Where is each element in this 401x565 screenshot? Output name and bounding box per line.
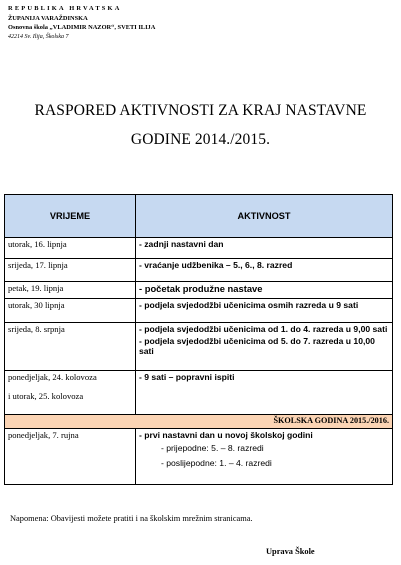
column-header-activity: AKTIVNOST (136, 195, 393, 238)
row-day: petak, 19. lipnja (5, 282, 136, 299)
table-header-row (5, 195, 393, 238)
row-activity: - početak produžne nastave (136, 282, 393, 299)
table-row (5, 282, 393, 299)
document-title (0, 96, 401, 154)
row-day-line: i utorak, 25. kolovoza (8, 391, 84, 401)
header-school: Osnovna škola „VLADIMIR NAZOR“, SVETI ILIJA (8, 24, 156, 32)
section-row (5, 415, 393, 429)
row-activity: - zadnji nastavni dan (136, 238, 393, 259)
header-county: ŽUPANIJA VARAŽDINSKA (8, 14, 88, 22)
school-header (8, 4, 155, 42)
title-line-1: RASPORED AKTIVNOSTI ZA KRAJ NASTAVNE (34, 102, 367, 119)
schedule-table (4, 194, 393, 485)
header-address: 42214 Sv. Ilija, Školska 7 (8, 33, 69, 40)
table-row (5, 323, 393, 371)
row-day: utorak, 30 lipnja (5, 299, 136, 323)
activity-line: - podjela svjedodžbi učenicima od 1. do 4. razreda u 9,00 sati (139, 324, 388, 334)
section-label: ŠKOLSKA GODINA 2015./2016. (5, 415, 393, 429)
activity-subline: - poslijepodne: 1. – 4. razredi (161, 458, 272, 468)
row-day: ponedjeljak, 7. rujna (5, 429, 136, 485)
note-text: Napomena: Obavijesti možete pratiti i na školskim mrežnim stranicama. (10, 514, 253, 523)
activity-line: - prvi nastavni dan u novoj školskoj godini (139, 430, 313, 440)
column-header-time: VRIJEME (5, 195, 136, 238)
row-activity (136, 323, 393, 371)
row-day: srijeda, 8. srpnja (5, 323, 136, 371)
table-row (5, 299, 393, 323)
activity-subline: - prijepodne: 5. – 8. razredi (161, 443, 264, 453)
table-row (5, 259, 393, 282)
table-row (5, 238, 393, 259)
table-row (5, 429, 393, 485)
row-day: srijeda, 17. lipnja (5, 259, 136, 282)
signature: Uprava Škole (266, 547, 315, 556)
row-activity: - vraćanje udžbenika – 5., 6., 8. razred (136, 259, 393, 282)
title-line-2: GODINE 2014./2015. (130, 131, 271, 148)
row-day-line: ponedjeljak, 24. kolovoza (8, 372, 97, 382)
row-day: utorak, 16. lipnja (5, 238, 136, 259)
row-activity (136, 429, 393, 485)
table-row (5, 371, 393, 415)
activity-line: - podjela svjedodžbi učenicima od 5. do 7. razreda u 10,00 sati (139, 336, 375, 356)
row-activity: - podjela svjedodžbi učenicima osmih razreda u 9 sati (136, 299, 393, 323)
row-activity: - 9 sati – popravni ispiti (136, 371, 393, 415)
row-day (5, 371, 136, 415)
header-republic: REPUBLIKA HRVATSKA (8, 5, 122, 12)
